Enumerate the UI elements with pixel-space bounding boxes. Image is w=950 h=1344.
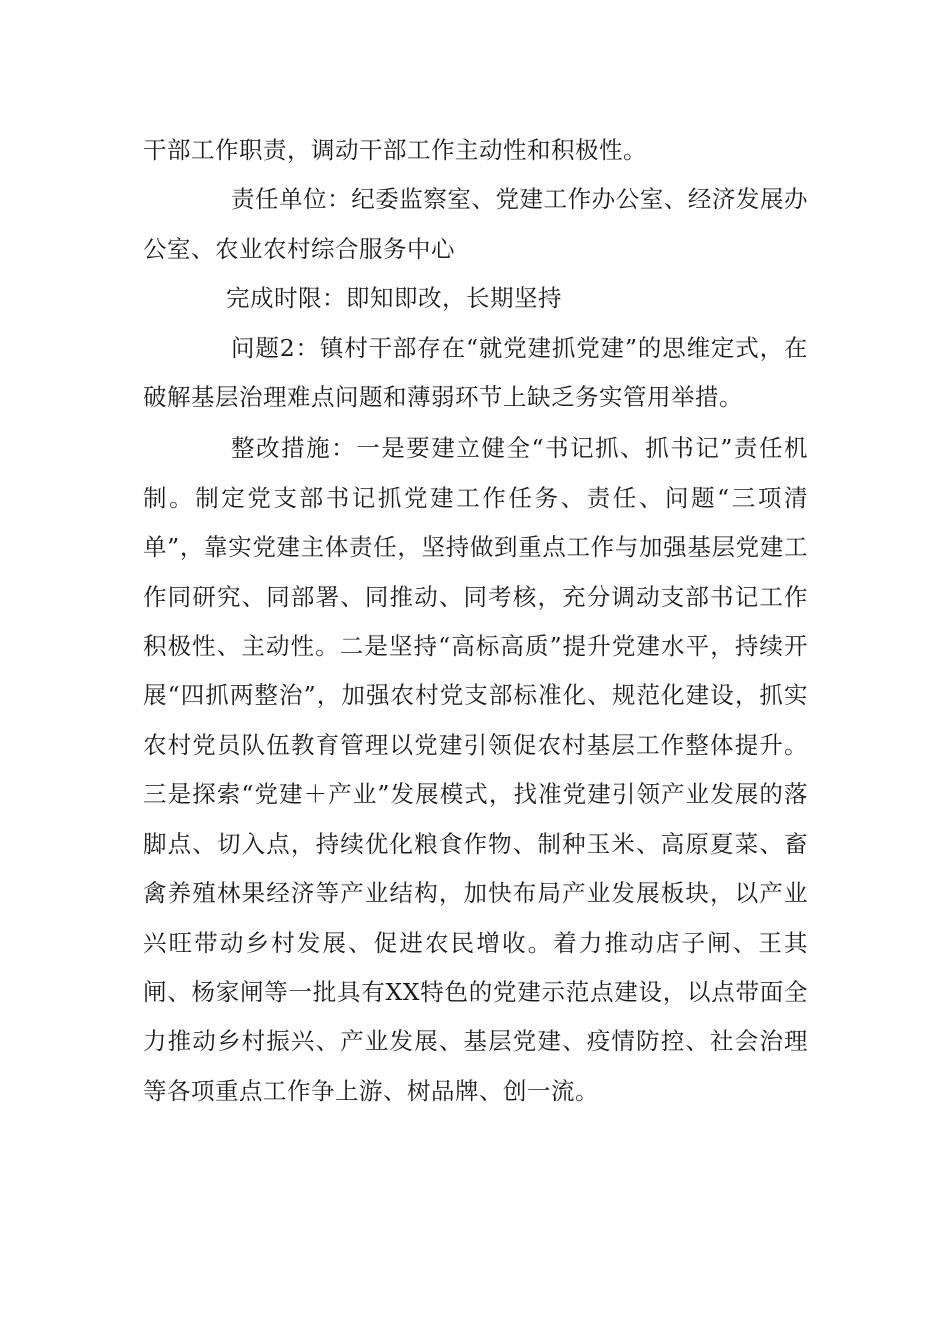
document-body: [143, 126, 808, 1116]
paragraph-rectification-measures: 整改措施：一是要建立健全“书记抓、抓书记”责任机制。制定党支部书记抓党建工作任务、责任、问题“三项清单”，靠实党建主体责任，坚持做到重点工作与加强基层党建工作同研究、同部署、同推动、同考核，充分调动支部书记工作积极性、主动性。二是坚持“高标高质”提升党建水平，持续开展“四抓两整治”，加强农村党支部标准化、规范化建设，抓实农村党员队伍教育管理以党建引领促农村基层工作整体提升。三是探索“党建＋产业”发展模式，找准党建引领产业发展的落脚点、切入点，持续优化粮食作物、制种玉米、高原夏菜、畜禽养殖林果经济等产业结构，加快布局产业发展板块，以产业兴旺带动乡村发展、促进农民增收。着力推动店子闸、王其闸、杨家闸等一批具有XX特色的党建示范点建设，以点带面全力推动乡村振兴、产业发展、基层党建、疫情防控、社会治理等各项重点工作争上游、树品牌、创一流。: [143, 434, 808, 1105]
paragraph-deadline: 完成时限：即知即改，长期坚持: [226, 284, 562, 313]
paragraph-problem-2: 问题2：镇村干部存在“就党建抓党建”的思维定式，在破解基层治理难点问题和薄弱环节上缺乏务实管用举措。: [143, 333, 808, 412]
paragraph-responsible-units: 责任单位：纪委监察室、党建工作办公室、经济发展办公室、农业农村综合服务中心: [143, 185, 808, 263]
paragraph-continuation: 干部工作职责，调动干部工作主动性和积极性。: [143, 136, 647, 164]
